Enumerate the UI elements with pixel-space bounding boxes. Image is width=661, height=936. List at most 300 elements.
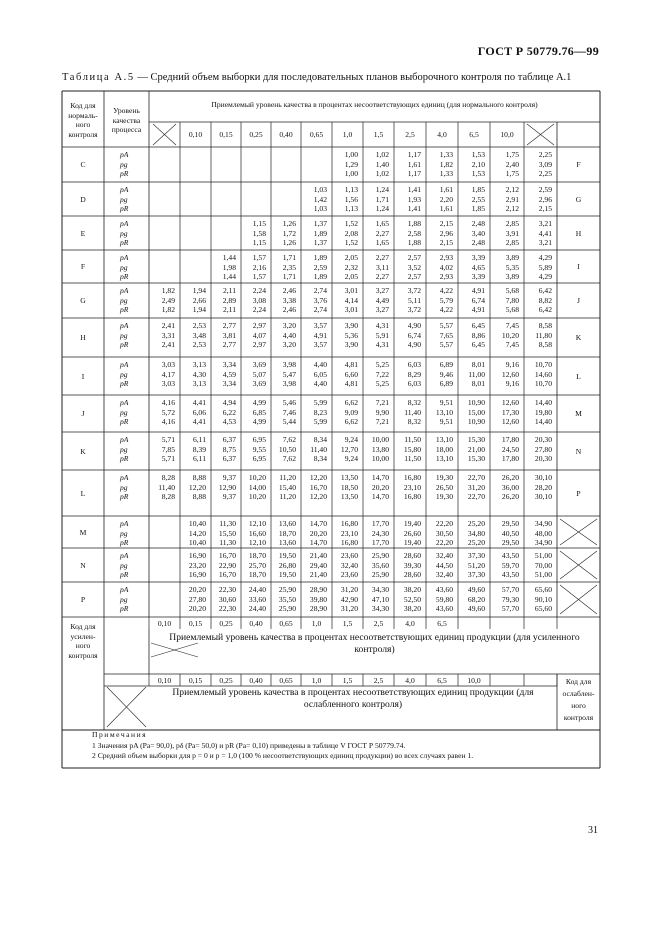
value: 6,11 (192, 454, 206, 464)
value-cell (364, 551, 389, 580)
value: 20,20 (188, 604, 206, 614)
value: 5,25 (375, 360, 389, 369)
value: 20,30 (534, 435, 552, 444)
value: 24,40 (248, 585, 266, 594)
value-cell (491, 473, 519, 502)
value: 17,70 (371, 538, 389, 548)
value: 30,50 (435, 528, 453, 538)
value: 10,90 (467, 417, 485, 427)
value: 11,00 (468, 369, 485, 379)
value: 51,20 (467, 560, 485, 570)
value: 23,10 (340, 528, 358, 538)
value: 10,20 (248, 473, 266, 482)
value: 11,80 (535, 330, 552, 340)
value: 17,70 (371, 519, 389, 528)
value: 1,26 (282, 238, 296, 248)
value-cell (459, 185, 485, 214)
row-reduced-code: M (575, 409, 582, 418)
value: 12,60 (501, 417, 519, 427)
value: 8,32 (407, 417, 421, 427)
value-cell (427, 286, 453, 315)
value: 4,16 (161, 398, 175, 407)
value: 51,00 (534, 570, 552, 580)
value: 5,35 (505, 262, 519, 272)
value: 4,14 (344, 295, 358, 305)
value: 6,60 (344, 369, 358, 379)
value: 3,21 (538, 219, 552, 228)
value-cell (459, 360, 485, 389)
value: 1,88 (407, 219, 421, 228)
value: 3,48 (192, 330, 206, 340)
value-cell (364, 398, 389, 427)
row-reduced-code: J (577, 296, 580, 305)
value: 3,90 (344, 321, 358, 330)
value-cell (333, 360, 358, 389)
value: 5,36 (344, 330, 358, 340)
value-cell (242, 519, 266, 548)
value: 1,65 (375, 219, 389, 228)
value: 2,93 (439, 253, 453, 262)
value: 57,70 (501, 604, 519, 614)
aql-level-header: 1,0 (342, 130, 353, 139)
value: 28,90 (309, 604, 327, 614)
value-cell (491, 435, 519, 464)
aql-level-header: 1,5 (373, 130, 384, 139)
value: 34,90 (534, 538, 552, 548)
tightened-aql-level: 0,25 (219, 619, 233, 628)
value: 2,11 (222, 286, 236, 295)
value: 7,80 (505, 295, 519, 305)
p-label: pg (120, 560, 128, 570)
value: 25,20 (467, 538, 485, 548)
value: 6,05 (313, 369, 327, 379)
value: 1,58 (252, 228, 266, 238)
value: 38,20 (403, 585, 421, 594)
p-label: pg (120, 407, 128, 417)
value: 15,80 (403, 444, 421, 454)
p-label: pR (120, 340, 129, 350)
value-cell (459, 473, 485, 502)
tightened-aql-level: 4,0 (405, 619, 415, 628)
value: 3,98 (282, 360, 296, 369)
value-cell (395, 519, 421, 548)
value: 6,37 (222, 435, 236, 444)
value: 1,82 (439, 159, 453, 169)
value: 1,75 (505, 169, 519, 179)
value: 10,70 (534, 360, 552, 369)
value: 13,50 (340, 492, 358, 502)
p-label: pg (120, 159, 128, 169)
value: 5,99 (313, 417, 327, 427)
value-cell (181, 398, 206, 427)
value: 3,13 (192, 379, 206, 389)
value: 2,27 (375, 253, 389, 262)
value: 15,50 (218, 528, 236, 538)
value: 3,98 (282, 379, 296, 389)
value-cell (459, 253, 485, 282)
value: 6,62 (344, 417, 358, 427)
value-cell (427, 253, 453, 282)
value: 4,29 (538, 272, 552, 282)
value: 4,65 (471, 262, 485, 272)
value-cell (364, 219, 389, 248)
value-cell (459, 398, 485, 427)
value: 1,53 (471, 169, 485, 179)
value: 3,11 (375, 262, 389, 272)
reduced-aql-level: 0,65 (279, 676, 293, 685)
value-cell (333, 321, 358, 350)
value-cell (181, 286, 206, 315)
value: 1,71 (282, 272, 296, 282)
value: 7,21 (375, 398, 389, 407)
value: 37,30 (467, 570, 485, 580)
value-cell (525, 360, 552, 389)
value-cell (302, 435, 327, 464)
value: 29,50 (501, 538, 519, 548)
value-cell (242, 435, 266, 464)
value: 18,00 (435, 444, 453, 454)
value: 39,80 (309, 594, 327, 604)
value: 1,88 (407, 238, 421, 248)
value-cell (333, 473, 358, 502)
value-cell (491, 360, 519, 389)
value: 1,85 (471, 204, 485, 214)
value: 4,07 (252, 330, 266, 340)
value: 3,20 (282, 321, 296, 330)
value: 3,89 (505, 272, 519, 282)
value: 15,30 (467, 435, 485, 444)
value: 28,60 (403, 551, 421, 560)
value-cell (150, 286, 175, 315)
value: 34,90 (534, 519, 552, 528)
value: 2,53 (192, 321, 206, 330)
value-cell (272, 398, 296, 427)
value: 44,50 (435, 560, 453, 570)
value: 4,53 (222, 417, 236, 427)
value: 11,20 (279, 492, 296, 502)
value: 3,08 (252, 295, 266, 305)
p-label: pR (120, 169, 129, 179)
value: 2,85 (505, 238, 519, 248)
value: 21,40 (309, 551, 327, 560)
value-cell (272, 585, 296, 614)
value: 3,27 (375, 286, 389, 295)
value: 11,30 (219, 538, 236, 548)
value: 24,40 (248, 604, 266, 614)
value: 4,40 (282, 330, 296, 340)
value-cell (302, 286, 327, 315)
value-cell (395, 585, 421, 614)
value: 3,90 (344, 340, 358, 350)
value: 9,51 (439, 417, 453, 427)
value: 31,20 (467, 482, 485, 492)
value: 13,10 (435, 435, 453, 444)
value: 10,70 (534, 379, 552, 389)
value: 13,60 (278, 519, 296, 528)
value: 12,60 (501, 369, 519, 379)
value: 25,90 (278, 604, 296, 614)
value: 6,85 (252, 407, 266, 417)
value: 19,40 (403, 538, 421, 548)
value: 14,20 (188, 528, 206, 538)
tightened-aql-level: 6,5 (437, 619, 447, 628)
value: 3,34 (222, 360, 236, 369)
value: 3,09 (538, 159, 552, 169)
value: 1,93 (407, 194, 421, 204)
value: 1,33 (439, 150, 453, 159)
row-code: H (80, 333, 86, 342)
value-cell (212, 585, 236, 614)
value: 32,40 (435, 551, 453, 560)
value-cell (333, 398, 358, 427)
value: 5,91 (375, 330, 389, 340)
value: 2,97 (252, 321, 266, 330)
value-cell (395, 360, 421, 389)
value: 3,52 (407, 262, 421, 272)
value-cell (525, 473, 552, 502)
p-labels (120, 519, 128, 548)
value: 1,82 (161, 286, 175, 295)
value: 23,60 (340, 551, 358, 560)
value: 22,30 (218, 604, 236, 614)
value: 4,81 (344, 379, 358, 389)
value-cell (491, 286, 519, 315)
value: 2,55 (471, 194, 485, 204)
p-label: pR (120, 538, 129, 548)
value: 1,13 (344, 204, 358, 214)
value-cell (302, 253, 327, 282)
reduced-aql-level: 0,10 (157, 676, 172, 685)
value: 12,90 (218, 482, 236, 492)
value-cell (427, 321, 453, 350)
p-label: pg (120, 369, 128, 379)
value: 5,89 (538, 262, 552, 272)
value: 12,20 (309, 492, 327, 502)
p-label: pR (120, 570, 129, 580)
value: 12,70 (340, 444, 358, 454)
p-label: pA (120, 360, 129, 369)
value: 19,30 (435, 473, 453, 482)
value: 23,20 (188, 560, 206, 570)
value: 2,96 (538, 194, 552, 204)
value: 1,98 (222, 262, 236, 272)
value: 5,07 (252, 369, 266, 379)
value-cell (333, 551, 358, 580)
value: 1,15 (252, 219, 266, 228)
value: 2,59 (538, 185, 552, 194)
value-cell (525, 253, 552, 282)
value: 2,89 (222, 295, 236, 305)
value: 31,20 (340, 604, 358, 614)
p-label: pA (120, 398, 129, 407)
value: 9,51 (439, 398, 453, 407)
value: 16,80 (340, 538, 358, 548)
caption-text: — Средний объем выборки для последовательных планов выборочного контроля по таблице А.1 (134, 72, 572, 83)
value: 18,70 (278, 528, 296, 538)
row-code: P (80, 595, 86, 604)
value: 6,22 (222, 407, 236, 417)
value: 2,25 (538, 150, 552, 159)
value: 2,12 (505, 185, 519, 194)
value: 57,70 (501, 585, 519, 594)
tightened-aql-level: 1,5 (342, 619, 353, 628)
value: 2,46 (282, 286, 296, 295)
value: 2,66 (192, 295, 206, 305)
value: 3,81 (222, 330, 236, 340)
value: 1,61 (439, 204, 453, 214)
value-cell (272, 321, 296, 350)
value: 10,00 (371, 454, 389, 464)
value: 2,49 (161, 295, 175, 305)
value: 2,48 (471, 238, 485, 248)
value: 1,13 (344, 185, 358, 194)
value-cell (242, 219, 266, 248)
p-label: pR (120, 454, 129, 464)
reduced-code-label: Код для ослаблен- ного контроля (562, 677, 595, 722)
value: 1,00 (344, 169, 358, 179)
value: 6,95 (252, 454, 266, 464)
value: 11,30 (219, 519, 236, 528)
value: 8,39 (192, 444, 206, 454)
value: 8,88 (192, 492, 206, 502)
row-code: N (80, 560, 86, 570)
value: 2,11 (222, 305, 236, 315)
value: 6,03 (407, 379, 421, 389)
value: 5,57 (439, 340, 453, 350)
value: 14,70 (371, 473, 389, 482)
tightened-header: Приемлемый уровень качества в процентах несоответствующих единиц продукции (для усиленного контроля) (169, 632, 580, 655)
value: 14,00 (248, 482, 266, 492)
value-cell (302, 398, 327, 427)
note-2: 2 Средний объем выборки для p = 0 и p = 1,0 (100 % несоответствующих единиц продукции) во всех случаях равен 1. (92, 751, 474, 760)
p-label: pA (120, 185, 129, 194)
value: 21,00 (467, 444, 485, 454)
value: 8,88 (192, 473, 206, 482)
p-label: pR (120, 417, 129, 427)
value: 3,21 (538, 238, 552, 248)
value: 2,40 (505, 159, 519, 169)
value: 1,24 (375, 185, 389, 194)
p-label: pg (120, 482, 128, 492)
value: 3,91 (505, 228, 519, 238)
value: 90,10 (534, 594, 552, 604)
row-code: J (81, 409, 85, 418)
row-reduced-code: P (576, 488, 581, 498)
caption-prefix: Таблица А.5 (62, 72, 135, 83)
value: 4,40 (313, 360, 327, 369)
value-cell (395, 398, 421, 427)
value: 2,58 (407, 228, 421, 238)
value: 5,71 (161, 454, 175, 464)
value: 16,90 (188, 551, 206, 560)
value: 4,02 (439, 262, 453, 272)
p-labels (120, 253, 128, 282)
value: 2,93 (439, 272, 453, 282)
value: 3,57 (313, 321, 327, 330)
value: 65,60 (534, 604, 552, 614)
value-cell (395, 185, 421, 214)
value: 39,30 (403, 560, 421, 570)
value: 2,20 (439, 194, 453, 204)
value: 11,50 (404, 435, 421, 444)
tightened-aql-level: 0,10 (157, 619, 172, 628)
value: 2,15 (439, 238, 453, 248)
value-cell (364, 435, 389, 464)
value-cell (333, 253, 358, 282)
value: 1,61 (439, 185, 453, 194)
value: 15,00 (467, 407, 485, 417)
value: 7,45 (505, 321, 519, 330)
p-labels (120, 435, 128, 464)
value: 1,29 (344, 159, 358, 169)
value: 19,50 (278, 570, 296, 580)
value: 27,80 (534, 444, 552, 454)
value: 5,47 (282, 369, 296, 379)
value: 1,00 (344, 150, 358, 159)
value: 43,60 (435, 604, 453, 614)
value-cell (427, 360, 453, 389)
value-cell (459, 551, 485, 580)
value-cell (302, 360, 327, 389)
value-cell (364, 585, 389, 614)
value: 2,05 (344, 253, 358, 262)
value: 31,20 (340, 585, 358, 594)
value-cell (242, 398, 266, 427)
value: 9,16 (505, 379, 519, 389)
value-cell (364, 360, 389, 389)
p-labels (120, 473, 128, 502)
value: 3,38 (282, 295, 296, 305)
document-header: ГОСТ Р 50779.76—99 (477, 44, 599, 58)
value-cell (525, 435, 552, 464)
value-cell (242, 473, 266, 502)
value: 22,70 (467, 473, 485, 482)
value: 26,50 (435, 482, 453, 492)
value: 49,60 (467, 585, 485, 594)
value: 49,60 (467, 604, 485, 614)
value: 9,24 (344, 435, 358, 444)
row-reduced-code: F (576, 160, 581, 169)
value: 23,60 (340, 570, 358, 580)
value: 4,99 (252, 398, 266, 407)
value-cell (333, 286, 358, 315)
p-label: pR (120, 492, 129, 502)
tightened-aql-level: 0,65 (279, 619, 293, 628)
value: 1,71 (375, 194, 389, 204)
value-cell (150, 321, 175, 350)
value: 11,20 (279, 473, 296, 482)
value: 19,30 (435, 492, 453, 502)
value: 5,71 (161, 435, 175, 444)
value: 1,94 (192, 286, 206, 295)
value: 4,81 (344, 360, 358, 369)
value: 2,32 (344, 262, 358, 272)
value: 6,95 (252, 435, 266, 444)
p-label: pR (120, 238, 129, 248)
value: 1,75 (505, 150, 519, 159)
value: 2,41 (161, 340, 175, 350)
value: 10,20 (501, 330, 519, 340)
value: 35,50 (278, 594, 296, 604)
value: 21,40 (309, 570, 327, 580)
value: 16,70 (218, 570, 236, 580)
value: 6,11 (192, 435, 206, 444)
value: 2,74 (313, 286, 327, 295)
value-cell (333, 219, 358, 248)
value-cell (181, 551, 206, 580)
value: 1,53 (471, 150, 485, 159)
value: 3,13 (192, 360, 206, 369)
